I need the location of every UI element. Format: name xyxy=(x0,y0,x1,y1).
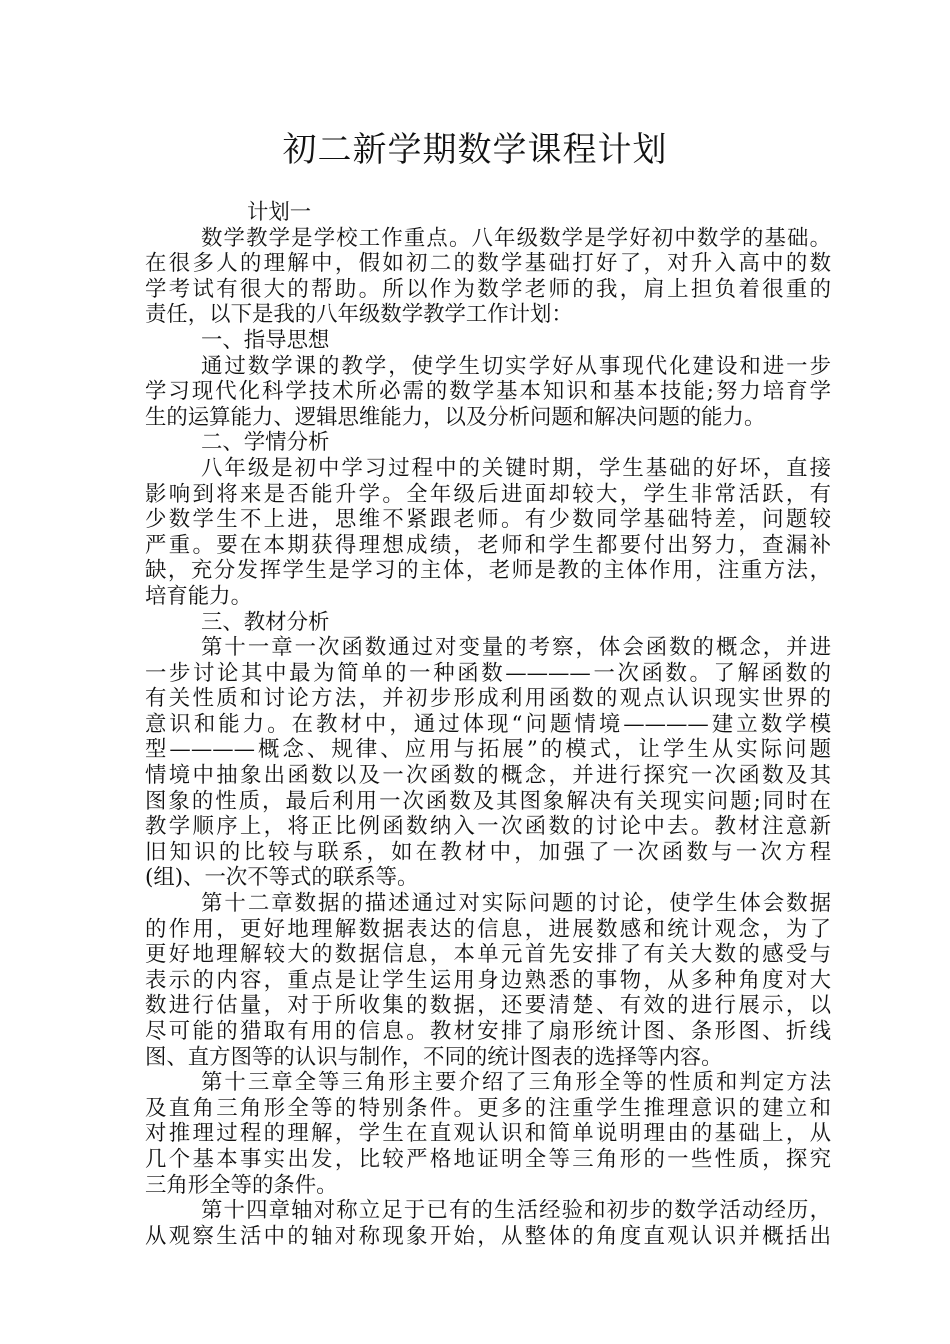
text-line: 缺，充分发挥学生是学习的主体，老师是教的主体作用，注重方法， xyxy=(145,558,831,584)
text-line: 从观察生活中的轴对称现象开始，从整体的角度直观认识并概括出 xyxy=(145,1223,831,1249)
text-line: 图象的性质，最后利用一次函数及其图象解决有关现实问题;同时在 xyxy=(145,788,831,814)
text-line: 学习现代化科学技术所必需的数学基本知识和基本技能;努力培育学 xyxy=(145,379,831,405)
text-line: 少数学生不上进，思维不紧跟老师。有少数同学基础特差，问题较 xyxy=(145,507,831,533)
text-line: 教学顺序上，将正比例函数纳入一次函数的讨论中去。教材注意新 xyxy=(145,814,831,840)
text-line: 表示的内容，重点是让学生运用身边熟悉的事物，从多种角度对大 xyxy=(145,967,831,993)
text-line: 第十三章全等三角形主要介绍了三角形全等的性质和判定方法 xyxy=(201,1070,831,1096)
text-line: 有关性质和讨论方法，并初步形成利用函数的观点认识现实世界的 xyxy=(145,686,831,712)
text-line: 严重。要在本期获得理想成绩，老师和学生都要付出努力，查漏补 xyxy=(145,532,831,558)
document-body xyxy=(145,200,831,1249)
text-line: 三角形全等的条件。 xyxy=(145,1172,338,1198)
text-line: 型————概念、规律、应用与拓展”的模式，让学生从实际问题 xyxy=(145,737,831,763)
text-line: 八年级是初中学习过程中的关键时期，学生基础的好坏，直接 xyxy=(201,455,831,481)
document-title: 初二新学期数学课程计划 xyxy=(282,130,668,170)
text-line: 尽可能的猎取有用的信息。教材安排了扇形统计图、条形图、折线 xyxy=(145,1019,831,1044)
text-line: 的作用，更好地理解数据表达的信息，进展数感和统计观念，为了 xyxy=(145,916,831,942)
text-line: 第十二章数据的描述通过对实际问题的讨论，使学生体会数据 xyxy=(201,891,831,917)
text-line: 影响到将来是否能升学。全年级后进面却较大，学生非常活跃，有 xyxy=(145,481,831,507)
text-line: 几个基本事实出发，比较严格地证明全等三角形的一些性质，探究 xyxy=(145,1146,831,1172)
text-line: 通过数学课的教学，使学生切实学好从事现代化建设和进一步 xyxy=(201,353,831,379)
text-line: (组)、一次不等式的联系等。 xyxy=(145,865,419,891)
text-line: 更好地理解较大的数据信息，本单元首先安排了有关大数的感受与 xyxy=(145,942,831,968)
text-line: 图、直方图等的认识与制作，不同的统计图表的选择等内容。 xyxy=(145,1044,723,1070)
text-line: 对推理过程的理解，学生在直观认识和简单说明理由的基础上，从 xyxy=(145,1121,831,1147)
text-line: 二、学情分析 xyxy=(201,430,330,456)
text-line: 一步讨论其中最为简单的一种函数————一次函数。了解函数的 xyxy=(145,660,831,686)
text-line: 一、指导思想 xyxy=(201,327,330,353)
text-line: 培育能力。 xyxy=(145,583,252,609)
text-line: 第十一章一次函数通过对变量的考察，体会函数的概念，并进 xyxy=(201,635,831,661)
text-line: 计划一 xyxy=(247,200,312,225)
text-line: 数学教学是学校工作重点。八年级数学是学好初中数学的基础。 xyxy=(201,225,831,251)
text-line: 数进行估量，对于所收集的数据，还要清楚、有效的进行展示，以 xyxy=(145,993,831,1019)
text-line: 情境中抽象出函数以及一次函数的概念，并进行探究一次函数及其 xyxy=(145,763,831,789)
text-line: 意识和能力。在教材中，通过体现“问题情境————建立数学模 xyxy=(145,711,831,737)
text-line: 及直角三角形全等的特别条件。更多的注重学生推理意识的建立和 xyxy=(145,1095,831,1121)
text-line: 第十四章轴对称立足于已有的生活经验和初步的数学活动经历， xyxy=(201,1198,831,1224)
text-line: 学考试有很大的帮助。所以作为数学老师的我，肩上担负着很重的 xyxy=(145,276,831,302)
text-line: 三、教材分析 xyxy=(201,609,330,635)
text-line: 生的运算能力、逻辑思维能力，以及分析问题和解决问题的能力。 xyxy=(145,404,766,430)
text-line: 旧知识的比较与联系，如在教材中，加强了一次函数与一次方程 xyxy=(145,839,831,865)
text-line: 在很多人的理解中，假如初二的数学基础打好了，对升入高中的数 xyxy=(145,251,831,277)
text-line: 责任，以下是我的八年级数学教学工作计划： xyxy=(145,302,573,328)
